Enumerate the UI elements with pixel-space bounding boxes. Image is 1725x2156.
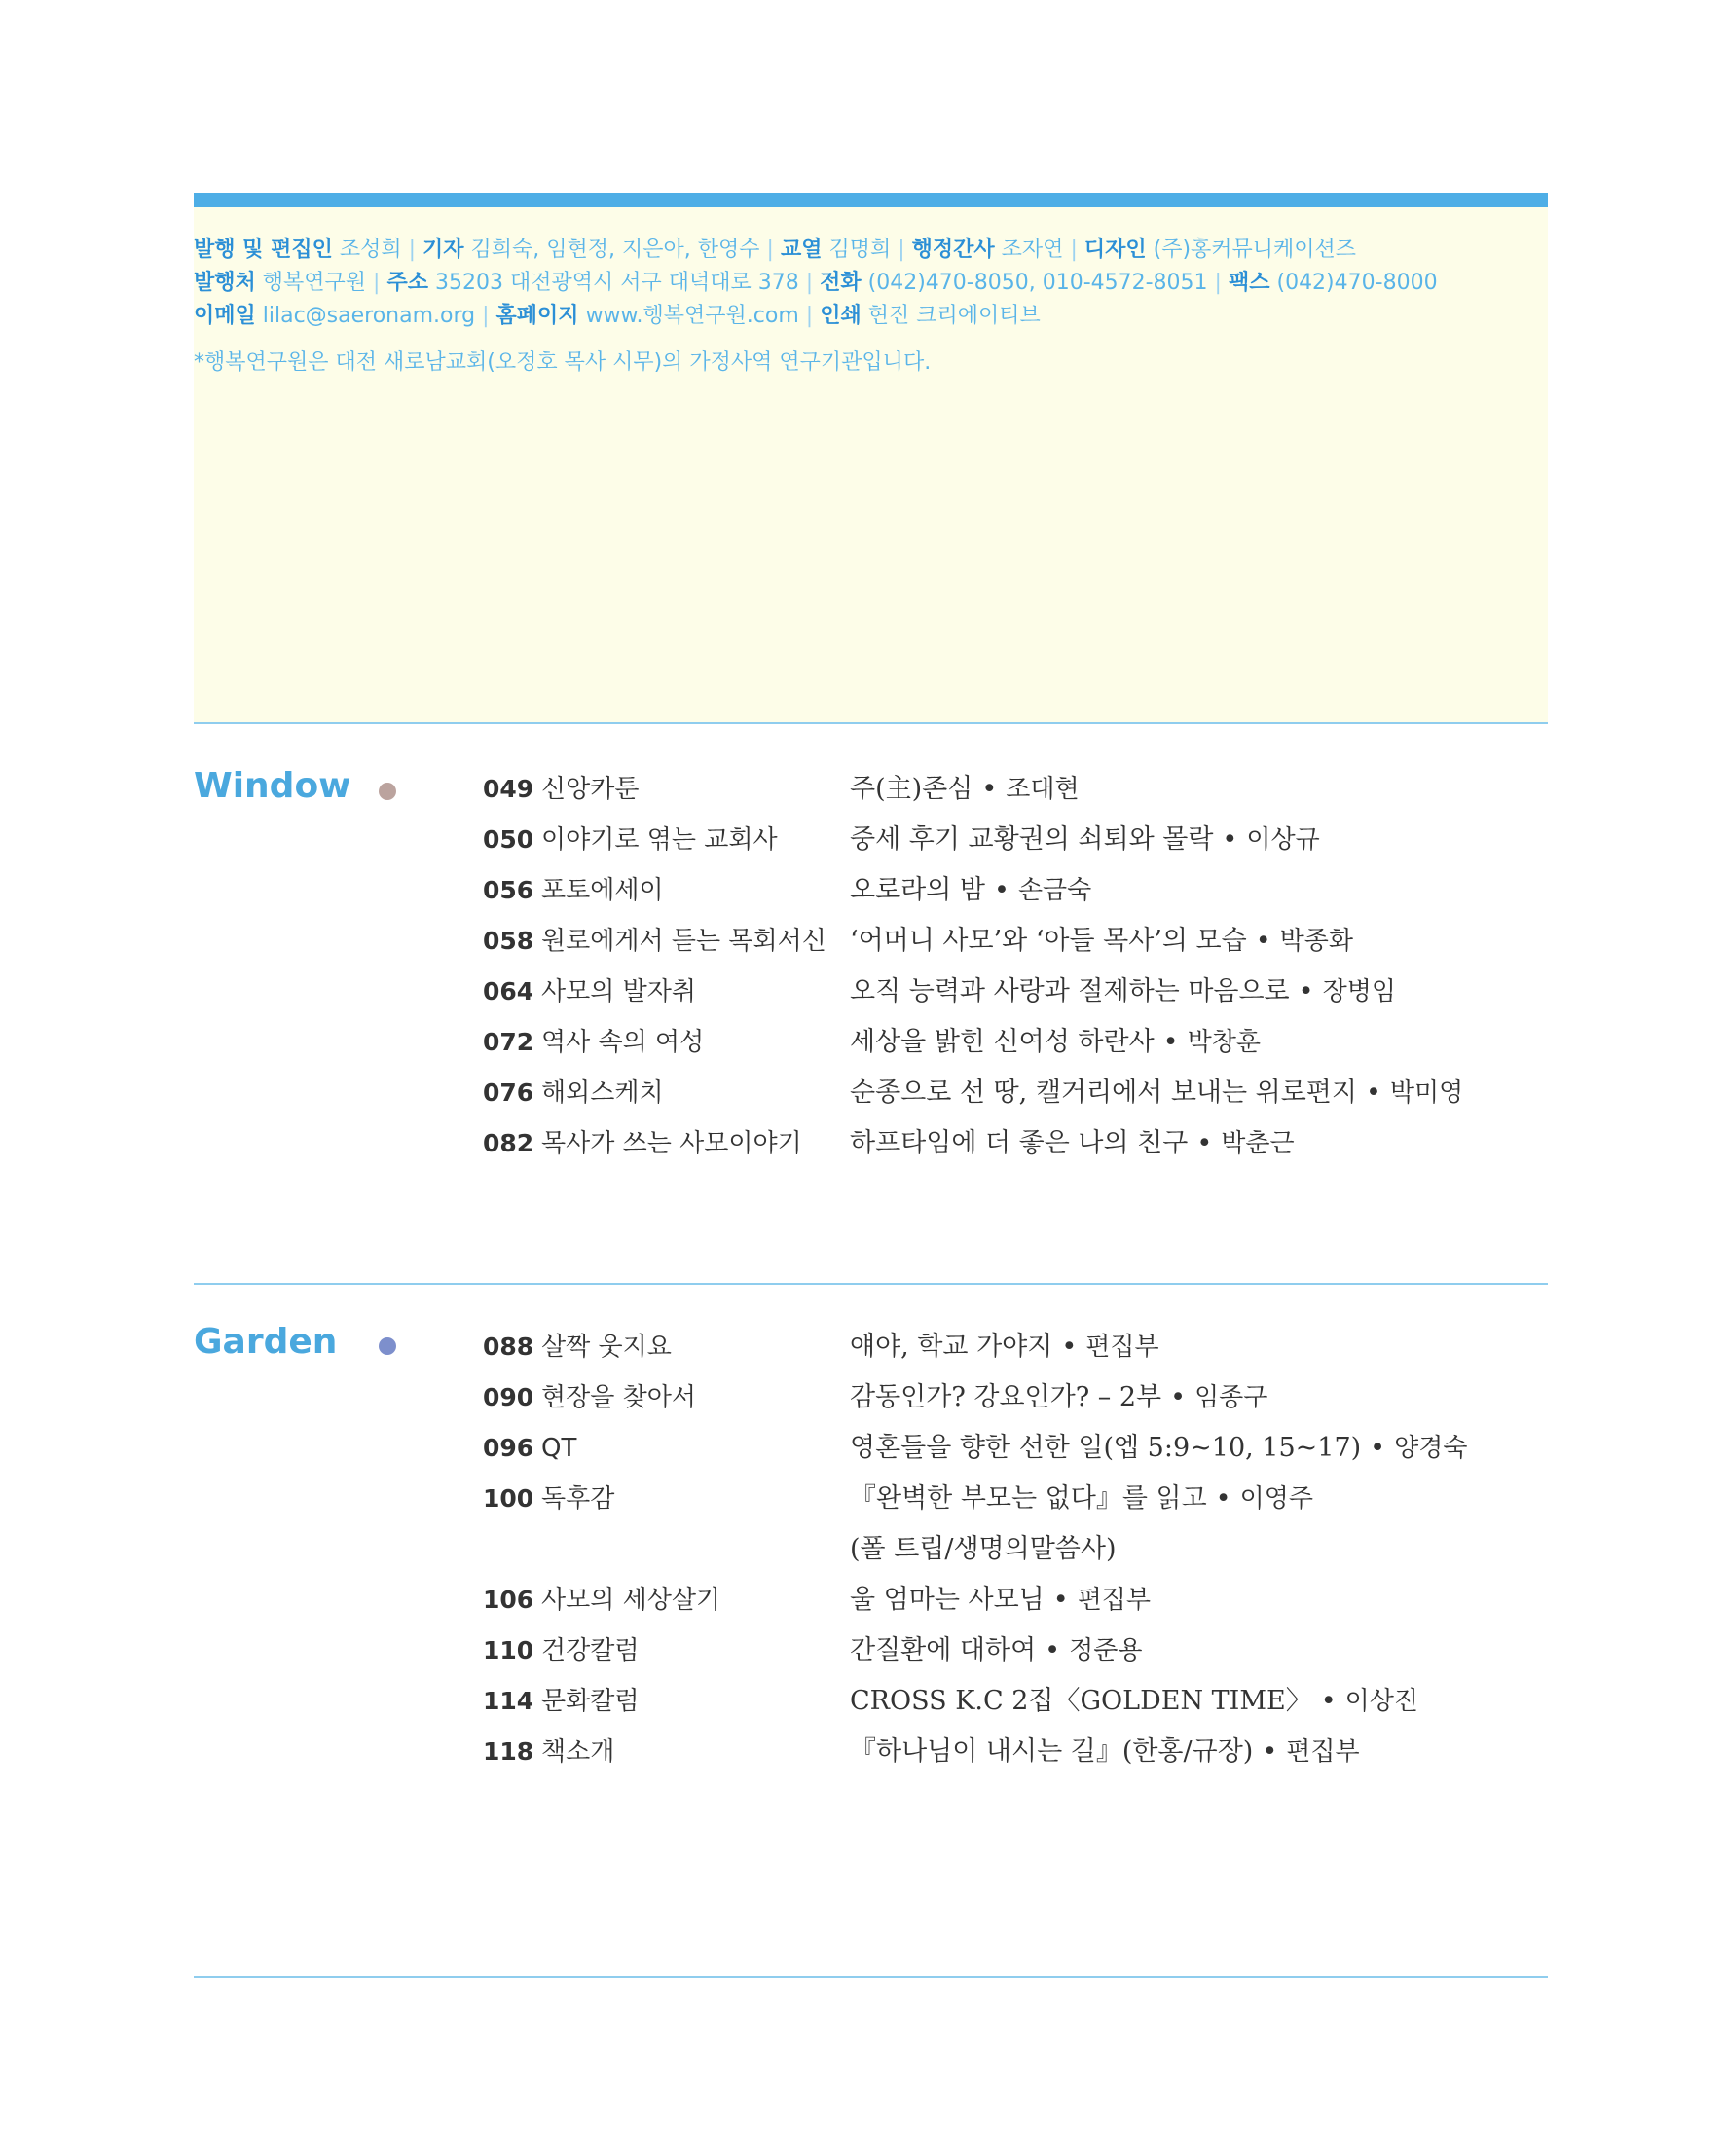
article-author: 편집부 — [1077, 1586, 1152, 1615]
page-number: 076 — [483, 1078, 534, 1107]
article-line — [850, 1118, 1295, 1169]
column-name: 책소개 — [541, 1737, 615, 1767]
article-line — [850, 1068, 1463, 1118]
design-value: (주)홍커뮤니케이션즈 — [1153, 238, 1357, 262]
section-title-window: Window — [194, 766, 351, 806]
page-number: 072 — [483, 1028, 534, 1056]
article-author: 편집부 — [1085, 1333, 1159, 1362]
article-line — [850, 1626, 1142, 1676]
article-line — [850, 1372, 1267, 1423]
article-line — [850, 916, 1353, 967]
bullet-separator: • — [1298, 976, 1314, 1006]
article-author: 이상규 — [1246, 825, 1320, 855]
article-title: 세상을 밝힌 신여성 하란사 — [850, 1027, 1155, 1057]
email-label: 이메일 — [194, 304, 256, 328]
article-line — [850, 1423, 1467, 1474]
article-subtitle: (폴 트립/생명의말씀사) — [850, 1534, 1117, 1564]
article-line — [850, 764, 1080, 815]
bullet-separator: • — [1196, 1128, 1213, 1158]
column-name: 현장을 찾아서 — [541, 1383, 696, 1412]
bullet-separator: • — [1061, 1332, 1078, 1362]
column-name: 포토에세이 — [541, 876, 664, 905]
column-name: 원로에게서 듣는 목회서신 — [541, 927, 826, 956]
address-value: 35203 대전광역시 서구 대덕대로 378 — [434, 271, 799, 295]
divider-line — [194, 1283, 1548, 1285]
article-author: 장병임 — [1322, 977, 1396, 1006]
article-title: 오직 능력과 사랑과 절제하는 마음으로 — [850, 976, 1290, 1006]
article-author: 조대현 — [1006, 775, 1080, 804]
article-line — [850, 1474, 1313, 1524]
article-author: 정준용 — [1069, 1636, 1143, 1665]
article-author: 손금숙 — [1017, 876, 1092, 905]
publishing-house-label: 발행처 — [194, 271, 256, 295]
article-title: ‘어머니 사모’와 ‘아들 목사’의 모습 — [850, 926, 1247, 956]
bullet-separator: • — [981, 774, 998, 804]
column-name: 문화칼럼 — [541, 1687, 640, 1716]
section-dot-garden — [379, 1337, 396, 1355]
article-line — [850, 1676, 1418, 1727]
proofreader-value: 김명희 — [828, 238, 892, 262]
article-title: CROSS K.C 2집〈GOLDEN TIME〉 — [850, 1686, 1312, 1716]
article-title: 감동인가? 강요인가? – 2부 — [850, 1382, 1162, 1412]
page-number: 110 — [483, 1636, 534, 1664]
address-label: 주소 — [386, 271, 428, 295]
homepage-value: www.행복연구원.com — [585, 304, 799, 328]
article-title: 하프타임에 더 좋은 나의 친구 — [850, 1128, 1189, 1158]
bullet-separator: • — [1262, 1736, 1278, 1767]
column-name: 건강칼럼 — [541, 1636, 640, 1665]
reporter-label: 기자 — [422, 238, 464, 262]
article-author: 박춘근 — [1221, 1129, 1295, 1158]
section-title-garden: Garden — [194, 1322, 338, 1362]
section-dot-window — [379, 783, 396, 800]
article-title: 『완벽한 부모는 없다』를 읽고 — [850, 1483, 1207, 1514]
page-number: 082 — [483, 1129, 534, 1157]
publishing-house-value: 행복연구원 — [262, 271, 367, 295]
article-title: 중세 후기 교황권의 쇠퇴와 몰락 — [850, 824, 1214, 855]
bullet-separator: • — [1045, 1635, 1061, 1665]
page-number: 050 — [483, 825, 534, 854]
article-author: 박종화 — [1279, 927, 1354, 956]
masthead-top-bar — [194, 193, 1548, 207]
article-line — [850, 1727, 1360, 1777]
bullet-separator: • — [1370, 1433, 1386, 1463]
column-name: 독후감 — [541, 1484, 615, 1514]
column-name: 사모의 발자취 — [541, 977, 696, 1006]
article-author: 박창훈 — [1187, 1028, 1261, 1057]
article-author: 이영주 — [1239, 1484, 1313, 1514]
masthead-line-1: 발행 및 편집인 조성희 | 기자 김희숙, 임현정, 지은아, 한영수 | 교열 김명희 | 행정간사 조자연 | 디자인 (주)홍커뮤니케이션즈 — [194, 238, 1357, 262]
article-title: 오로라의 밤 — [850, 875, 985, 905]
admin-label: 행정간사 — [911, 238, 995, 262]
page-number: 090 — [483, 1383, 534, 1411]
bullet-separator: • — [1170, 1382, 1187, 1412]
bullet-separator: • — [1255, 926, 1271, 956]
article-author: 양경숙 — [1394, 1434, 1468, 1463]
masthead-line-2: 발행처 행복연구원 | 주소 35203 대전광역시 서구 대덕대로 378 | 전화 (042)470-8050, 010-4572-8051 | 팩스 (042)470-8000 — [194, 271, 1438, 295]
bullet-separator: • — [1052, 1585, 1069, 1615]
email-value: lilac@saeronam.org — [262, 304, 476, 328]
article-author: 박미영 — [1389, 1078, 1464, 1108]
column-name: 역사 속의 여성 — [541, 1028, 705, 1057]
proofreader-label: 교열 — [780, 238, 823, 262]
article-title: 간질환에 대하여 — [850, 1635, 1037, 1665]
article-line — [850, 1017, 1261, 1068]
column-name: 이야기로 엮는 교회사 — [541, 825, 778, 855]
page-number: 064 — [483, 977, 534, 1005]
article-author: 편집부 — [1286, 1737, 1360, 1767]
bullet-separator: • — [1365, 1078, 1381, 1108]
page-number: 049 — [483, 775, 534, 803]
article-line — [850, 1575, 1151, 1626]
column-name: QT — [541, 1434, 577, 1463]
page-number: 056 — [483, 876, 534, 904]
fax-label: 팩스 — [1228, 271, 1270, 295]
article-title: 얘야, 학교 가야지 — [850, 1332, 1053, 1362]
reporter-value: 김희숙, 임현정, 지은아, 한영수 — [470, 238, 760, 262]
publisher-label: 발행 및 편집인 — [194, 238, 333, 262]
masthead-note: *행복연구원은 대전 새로남교회(오정호 목사 시무)의 가정사역 연구기관입니다. — [194, 350, 932, 375]
design-label: 디자인 — [1083, 238, 1147, 262]
page-number: 114 — [483, 1687, 534, 1715]
page-number: 118 — [483, 1737, 534, 1766]
column-name: 목사가 쓰는 사모이야기 — [541, 1129, 802, 1158]
page-number: 106 — [483, 1586, 534, 1614]
phone-value: (042)470-8050, 010-4572-8051 — [867, 271, 1208, 295]
article-title: 영혼들을 향한 선한 일(엡 5:9~10, 15~17) — [850, 1433, 1362, 1463]
bullet-separator: • — [1320, 1686, 1337, 1716]
bullet-separator: • — [1215, 1483, 1231, 1514]
bullet-separator: • — [1162, 1027, 1179, 1057]
article-title: 주(主)존심 — [850, 774, 973, 804]
page-number: 058 — [483, 927, 534, 955]
column-name: 해외스케치 — [541, 1078, 664, 1108]
page-number: 100 — [483, 1484, 534, 1513]
article-line — [850, 1322, 1159, 1372]
article-line — [850, 865, 1091, 916]
page-number: 096 — [483, 1434, 534, 1462]
masthead-info — [194, 234, 1548, 380]
bullet-separator: • — [1222, 824, 1238, 855]
homepage-label: 홈페이지 — [495, 304, 579, 328]
article-title: 울 엄마는 사모님 — [850, 1585, 1045, 1615]
column-name: 신앙카툰 — [541, 775, 640, 804]
column-name: 살짝 웃지요 — [541, 1333, 672, 1362]
printer-value: 현진 크리에이티브 — [867, 304, 1041, 328]
printer-label: 인쇄 — [820, 304, 862, 328]
article-author: 임종구 — [1194, 1383, 1268, 1412]
article-line — [850, 815, 1320, 865]
divider-line — [194, 722, 1548, 724]
article-title: 『하나님이 내시는 길』(한홍/규장) — [850, 1736, 1254, 1767]
divider-line — [194, 1976, 1548, 1978]
admin-value: 조자연 — [1001, 238, 1064, 262]
phone-label: 전화 — [820, 271, 862, 295]
article-title: 순종으로 선 땅, 캘거리에서 보내는 위로편지 — [850, 1078, 1357, 1108]
masthead-line-3: 이메일 lilac@saeronam.org | 홈페이지 www.행복연구원.com | 인쇄 현진 크리에이티브 — [194, 304, 1041, 328]
page-number: 088 — [483, 1333, 534, 1361]
bullet-separator: • — [994, 875, 1009, 905]
fax-value: (042)470-8000 — [1276, 271, 1438, 295]
column-name: 사모의 세상살기 — [541, 1586, 721, 1615]
article-author: 이상진 — [1344, 1687, 1419, 1716]
article-line — [850, 967, 1396, 1017]
publisher-value: 조성희 — [339, 238, 402, 262]
